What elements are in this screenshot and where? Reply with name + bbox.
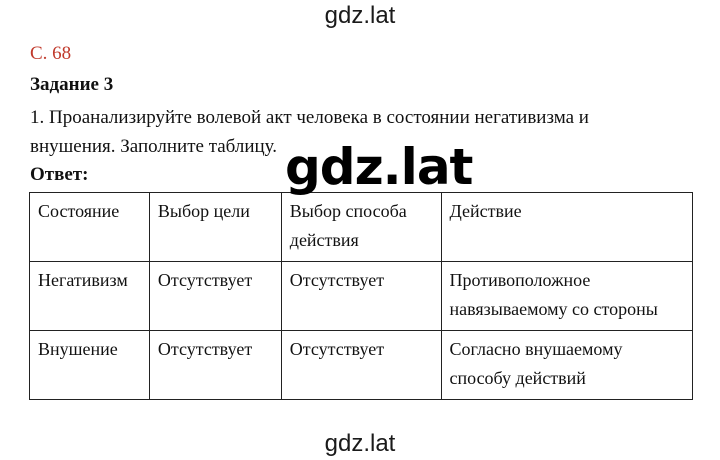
watermark-bottom: gdz.lat	[324, 430, 396, 457]
task-title: Задание 3	[30, 74, 114, 95]
header-cell-action: Действие	[441, 193, 693, 262]
watermark-middle: gdz.lat	[285, 138, 473, 196]
table-cell: Внушение	[30, 331, 150, 400]
task-text: 1. Проанализируйте волевой акт человека в состоянии негативизма и внушения. Заполните таблицу.	[30, 107, 589, 157]
table-cell: Отсутствует	[149, 331, 281, 400]
header-cell-goal-choice: Выбор цели	[149, 193, 281, 262]
answer-label: Ответ:	[30, 164, 89, 185]
table-cell: Отсутствует	[281, 331, 441, 400]
table-header-row	[30, 193, 693, 262]
table-cell: Противоположное навязываемому со стороны	[441, 262, 693, 331]
table-cell: Отсутствует	[149, 262, 281, 331]
header-cell-state: Состояние	[30, 193, 150, 262]
watermark-top: gdz.lat	[324, 2, 396, 29]
table-cell: Негативизм	[30, 262, 150, 331]
answer-table	[29, 192, 693, 400]
table-cell: Согласно внушаемому способу действий	[441, 331, 693, 400]
table-cell: Отсутствует	[281, 262, 441, 331]
table-row	[30, 262, 693, 331]
page-reference: С. 68	[30, 43, 72, 64]
header-cell-method-choice: Выбор способа действия	[281, 193, 441, 262]
table-row	[30, 331, 693, 400]
